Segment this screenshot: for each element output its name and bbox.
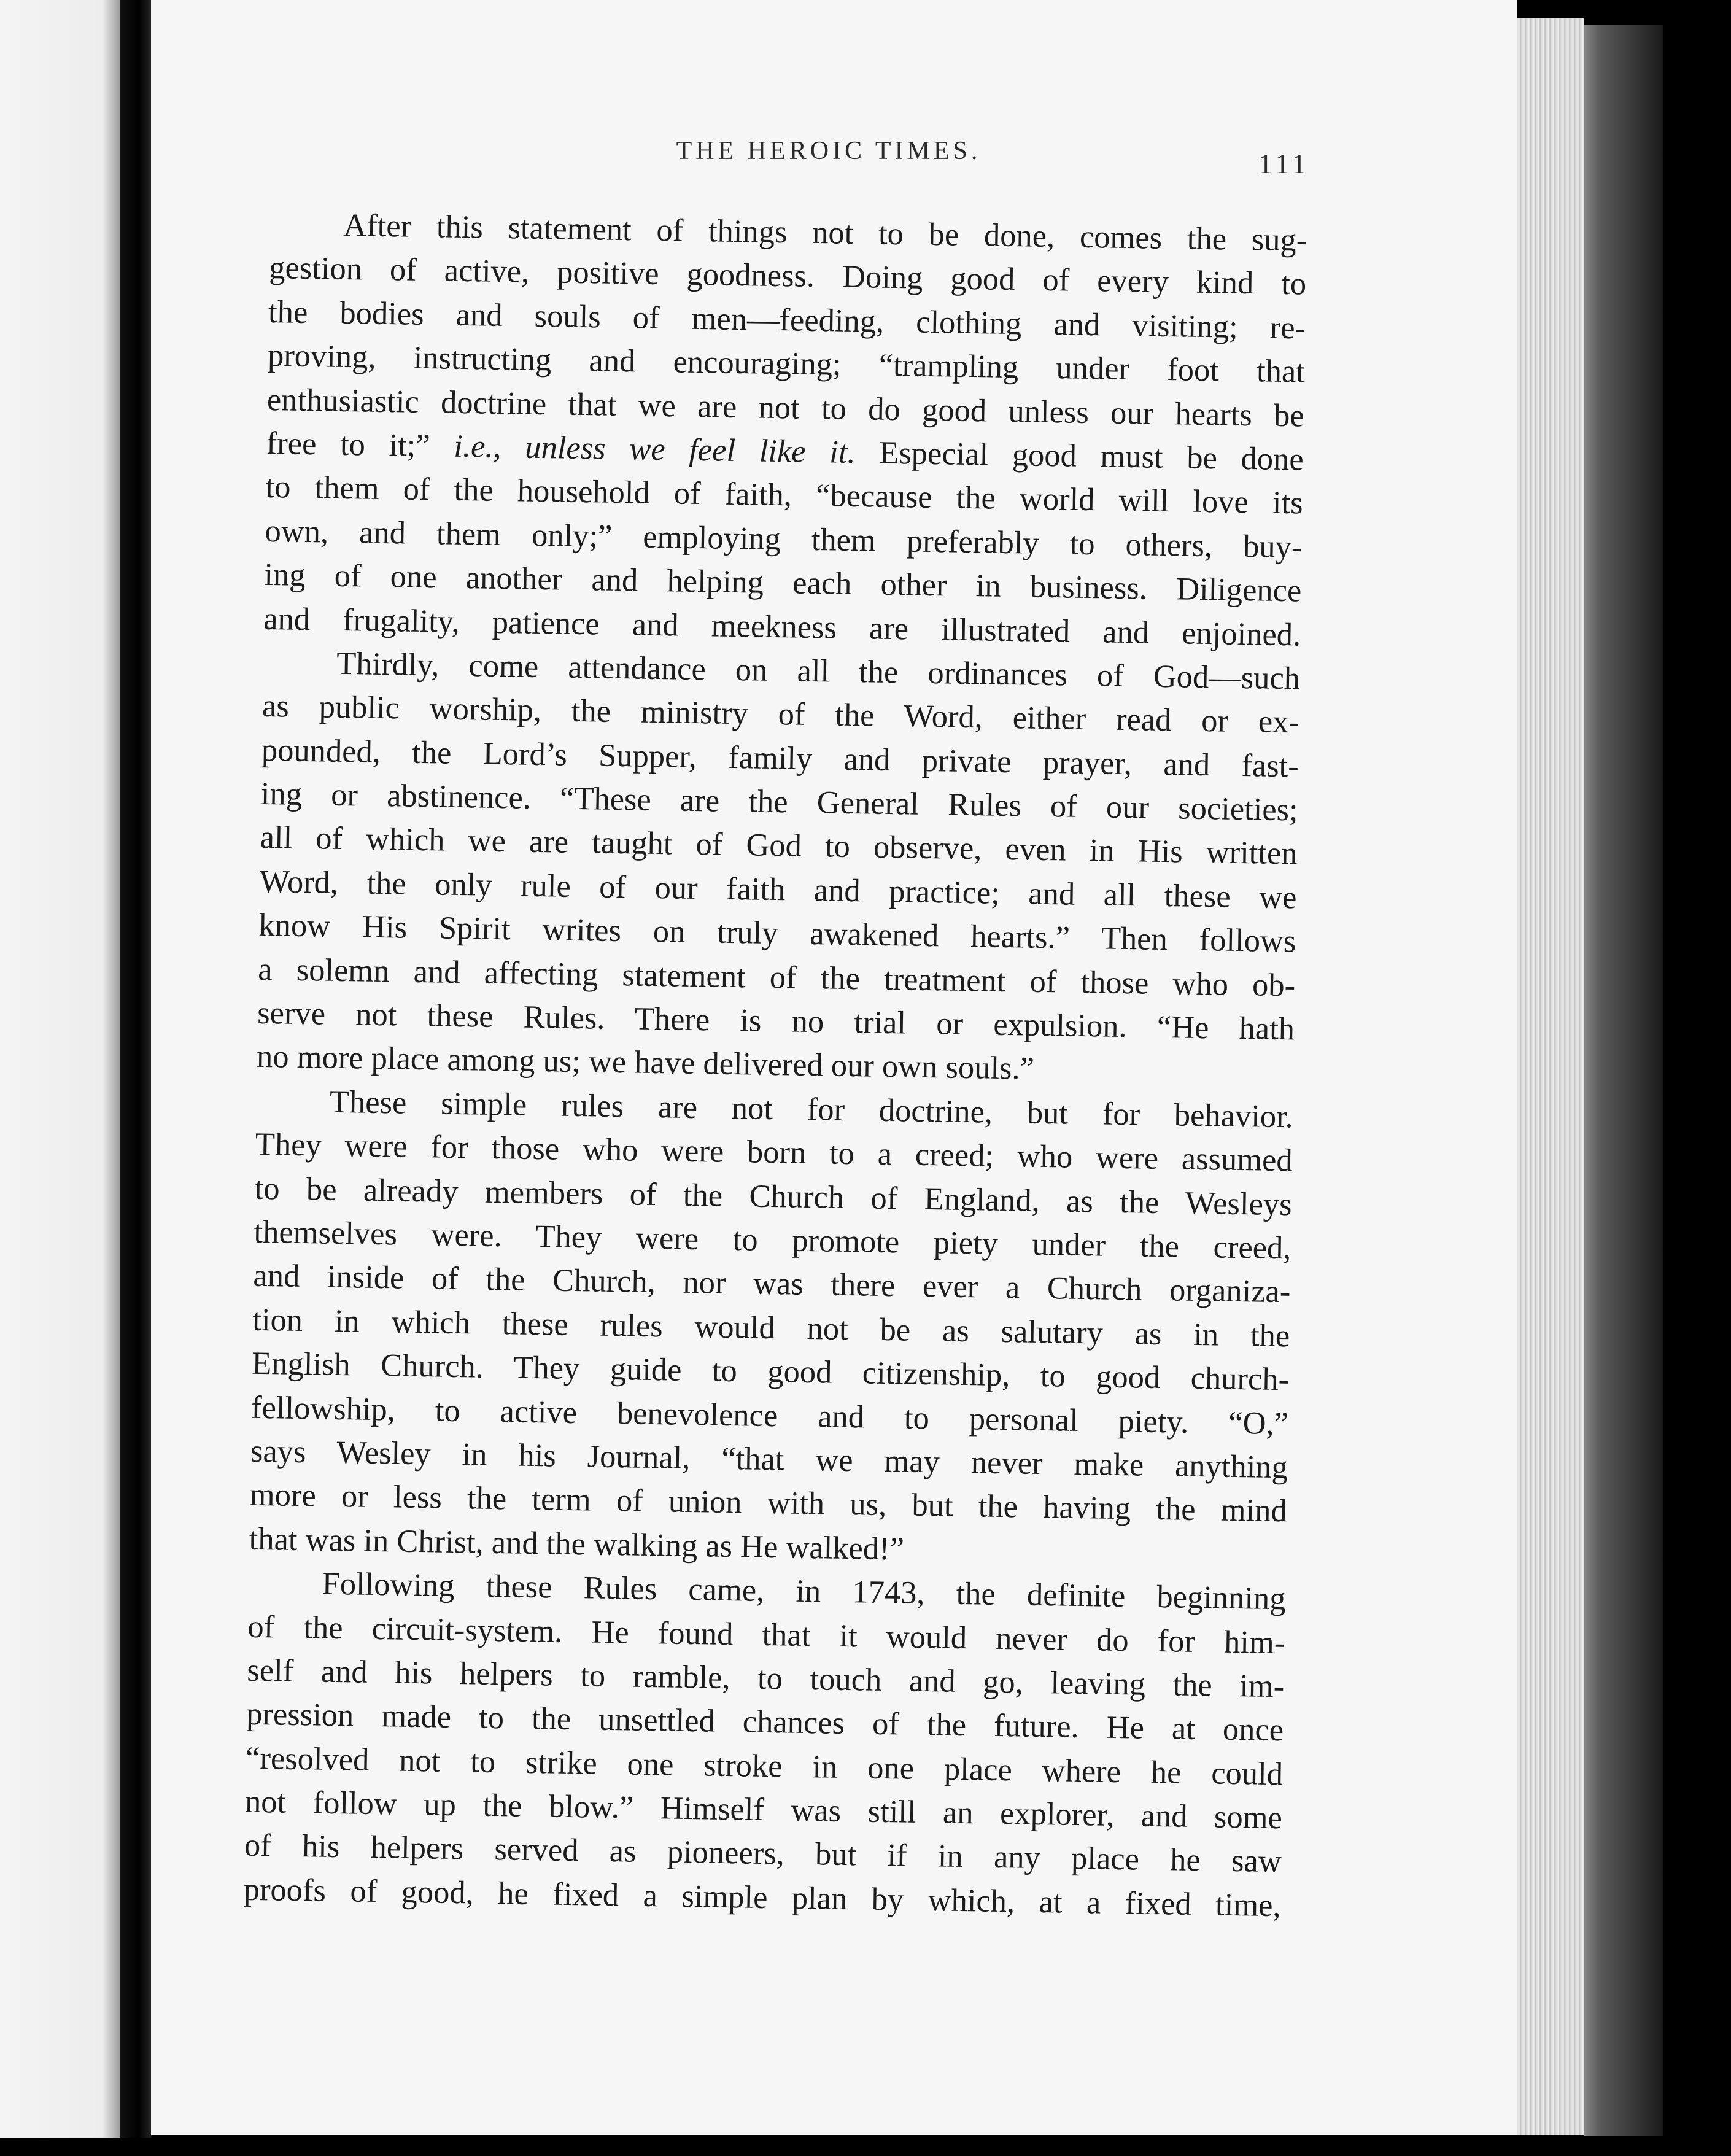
text-line: of the circuit-system. He found that it would never do for him- [247,1608,1285,1661]
running-head: THE HEROIC TIMES. [676,137,982,165]
paragraph [243,1561,1286,1928]
text-line: pression made to the unsettled chances of the future. He at once [246,1696,1284,1748]
text-line: tion in which these rules would not be as salutary as in the [252,1301,1290,1354]
text-line: self and his helpers to ramble, to touch and go, leaving the im- [246,1652,1285,1705]
text-line: They were for those who were born to a creed; who were assumed [255,1126,1293,1179]
text-run: Especial good must be done [878,435,1304,478]
text-line: not follow up the blow.” Himself was still an explorer, and some [244,1783,1283,1836]
text-line: to be already members of the Church of England, as the Wesleys [254,1170,1293,1222]
text-line: own, and them only;” employing them preferably to others, buy- [265,513,1303,565]
text-line: proving, instructing and encouraging; “trampling under foot that [267,338,1306,390]
text-line: of his helpers served as pioneers, but if in any place he saw [244,1828,1282,1880]
text-line: as public worship, the ministry of the Word, either read or ex- [261,688,1300,740]
body-text [243,203,1307,1928]
paragraph [263,203,1307,657]
text-line: more or less the term of union with us, but the having the mind [249,1477,1288,1529]
text-line: ing of one another and helping each other in business. Diligence [264,557,1302,609]
text-line: themselves were. They were to promote piety under the creed, [254,1214,1291,1266]
text-line: gestion of active, positive goodness. Doing good of every kind to [268,250,1307,302]
page-edges [1517,18,1584,2135]
text-line: pounded, the Lord’s Supper, family and private prayer, and fast- [261,732,1299,785]
paragraph [257,641,1301,1095]
text-line: proofs of good, he fixed a simple plan by which, at a fixed time, [243,1871,1282,1924]
text-line: serve not these Rules. There is no trial or expulsion. “He hath [257,995,1295,1047]
text-line: says Wesley in his Journal, “that we may never make anything [250,1433,1288,1486]
text-line: a solemn and affecting statement of the treatment of those who ob- [257,951,1296,1004]
text-line: the bodies and souls of men—feeding, clothing and visiting; re- [268,293,1306,346]
book-gutter [120,0,151,2138]
text-line: all of which we are taught of God to observe, even in His written [260,820,1298,872]
text-run: free to it;” [266,425,431,464]
scan-bottom-border [0,2138,1731,2156]
text-line: and frugality, patience and meekness are illustrated and enjoined. [263,600,1301,653]
text-line: know His Spirit writes on truly awakened hearts.” Then follows [258,907,1296,960]
page-number: 111 [1258,148,1310,179]
text-line: and inside of the Church, nor was there ever a Church organiza- [253,1258,1291,1310]
page-stack-shadow [1584,25,1663,2136]
paragraph [249,1079,1293,1578]
text-line: Thirdly, come attendance on all the ordinances of God—such [336,645,1301,697]
text-line: English Church. They guide to good citizenship, to good church- [251,1345,1290,1398]
text-line: These simple rules are not for doctrine, but for behavior. [329,1084,1294,1135]
text-line: “resolved not to strike one stroke in one place where he could [245,1740,1284,1792]
text-line: to them of the household of faith, “because the world will love its [265,469,1303,521]
left-page-margin [0,0,120,2138]
text-line: fellowship, to active benevolence and to personal piety. “O,” [250,1389,1289,1441]
text-line: that was in Christ, and the walking as He walked!” [249,1521,905,1567]
text-line: enthusiastic doctrine that we are not to do good unless our hearts be [266,381,1305,434]
italic-phrase: i.e., unless we feel like it. [453,428,856,470]
text-line: After this statement of things not to be done, comes the sug- [343,207,1307,258]
text-line: Following these Rules came, in 1743, the definite beginning [322,1565,1286,1617]
text-line: Word, the only rule of our faith and practice; and all these we [259,863,1297,916]
text-line: no more place among us; we have delivered our own souls.” [256,1039,1035,1087]
text-line: ing or abstinence. “These are the General Rules of our societies; [260,775,1299,828]
